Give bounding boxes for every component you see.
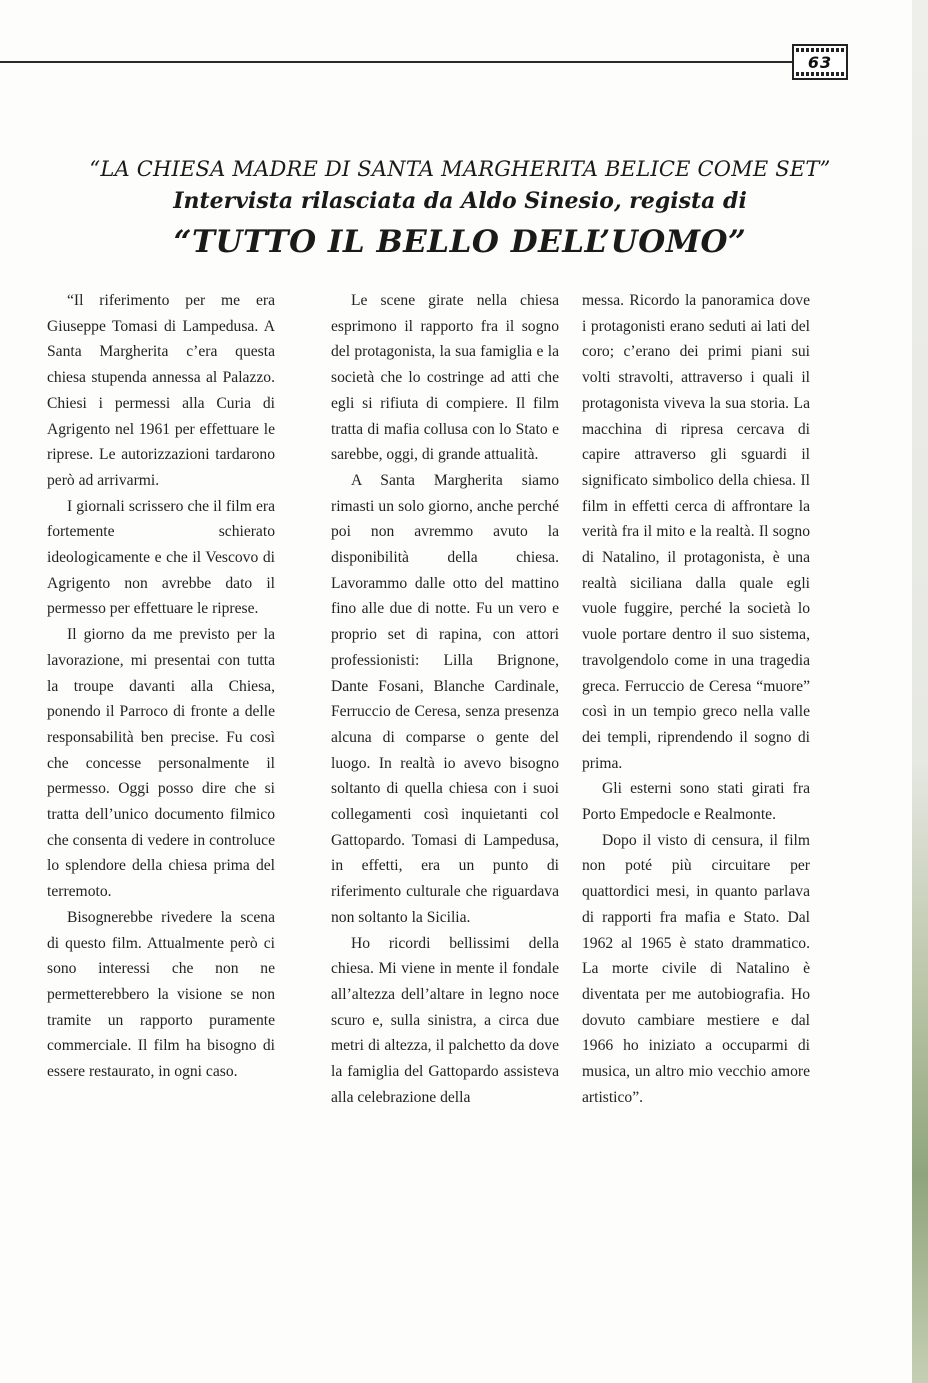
paragraph: A Santa Margherita siamo rimasti un solo giorno, anche perché poi non avremmo avuto la disponibilità della chiesa. Lavorammo dalle otto del mattino fino alle due di notte. Fu un vero e proprio set di rapina, con attori professionisti: Lilla Brignone, Dante Fosani, Blanche Cardinale, Ferruccio de Ceresa, senza presenza alcuna di comparse o gente del luogo. In realtà io avevo bisogno soltanto di quella chiesa con i suoi collegamenti così inquietanti col Gattopardo. Tomasi di Lampedusa, in effetti, era un punto di riferimento culturale che riguardava non soltanto la Sicilia. bbox=[331, 471, 559, 926]
text-column-3 bbox=[582, 288, 810, 1111]
paragraph: Dopo il visto di censura, il film non poté più circuitare per quattordici mesi, in quanto parlava di rapporti fra mafia e Stato. Dal 1962 al 1965 è stato drammatico. La morte civile di Natalino è diventata per me autobiografia. Ho dovuto cambiare mestiere e dal 1966 ho iniziato a occuparmi di musica, un altro mio vecchio amore artistico”. bbox=[582, 831, 810, 1106]
film-strip-bottom bbox=[796, 72, 844, 76]
text-column-2 bbox=[331, 288, 559, 1111]
article-supertitle: “LA CHIESA MADRE DI SANTA MARGHERITA BELICE COME SET” bbox=[89, 157, 831, 181]
paragraph: Le scene girate nella chiesa esprimono il rapporto fra il sogno del protagonista, la sua famiglia e la società che lo costringe ad atti che egli si rifiuta di compiere. Il film tratta di mafia collusa con lo Stato e sarebbe, oggi, di grande attualità. bbox=[331, 292, 559, 464]
page-edge-shadow bbox=[912, 0, 928, 1383]
page-number: 63 bbox=[807, 53, 833, 72]
paragraph: Bisognerebbe rivedere la scena di questo film. Attualmente però ci sono interessi che non ne permetterebbero la visione se non tramite un rapporto puramente commerciale. Il film ha bisogno di essere restaurato, in ogni caso. bbox=[47, 908, 275, 1081]
paragraph: Il giorno da me previsto per la lavorazione, mi presentai con tutta la troupe davanti alla Chiesa, ponendo il Parroco di fronte a delle responsabilità ben precise. Fu così che concesse personalmente il permesso. Oggi posso dire che si tratta dell’unico documento filmico che consenta di vedere in controluce lo splendore della chiesa prima del terremoto. bbox=[47, 626, 275, 901]
page-number-badge bbox=[792, 44, 848, 80]
paragraph: I giornali scrissero che il film era fortemente schierato ideologicamente e che il Vescovo di Agrigento non avrebbe dato il permesso per effettuare le riprese. bbox=[47, 497, 275, 618]
article-title: “TUTTO IL BELLO DELL’UOMO” bbox=[173, 224, 747, 260]
text-column-1 bbox=[47, 288, 275, 1085]
paragraph: messa. Ricordo la panoramica dove i protagonisti erano seduti ai lati del coro; c’erano dei primi piani sui volti stravolti, attraverso i quali il protagonista viveva la sua storia. La macchina di ripresa cercava di capire attraverso gli sguardi il significato simbolico della chiesa. Il film in effetti cerca di affrontare la verità fra il mito e la realtà. Il sogno di Natalino, il protagonista, è una realtà siciliana dalla quale egli vuole fuggire, perché la società lo vuole portare dentro il suo sistema, travolgendolo come in una tragedia greca. Ferruccio de Ceresa “muore” così in un tempio greco nella valle dei templi, riprendendo il sogno di prima. bbox=[582, 292, 810, 772]
paragraph: Gli esterni sono stati girati fra Porto Empedocle e Realmonte. bbox=[582, 780, 810, 824]
paragraph: Ho ricordi bellissimi della chiesa. Mi viene in mente il fondale all’altezza dell’altare in legno noce scuro e, sulla sinistra, a circa due metri di altezza, il palchetto da dove la famiglia del Gattopardo assisteva alla celebrazione della bbox=[331, 934, 559, 1106]
paragraph: “Il riferimento per me era Giuseppe Tomasi di Lampedusa. A Santa Margherita c’era questa chiesa stupenda annessa al Palazzo. Chiesi i permessi alla Curia di Agrigento nel 1961 per effettuare le riprese. Le autorizzazioni tardarono però ad arrivarmi. bbox=[47, 292, 275, 489]
article-subtitle: Intervista rilasciata da Aldo Sinesio, regista di bbox=[173, 188, 747, 214]
header-rule bbox=[0, 61, 792, 63]
film-strip-top bbox=[796, 48, 844, 52]
